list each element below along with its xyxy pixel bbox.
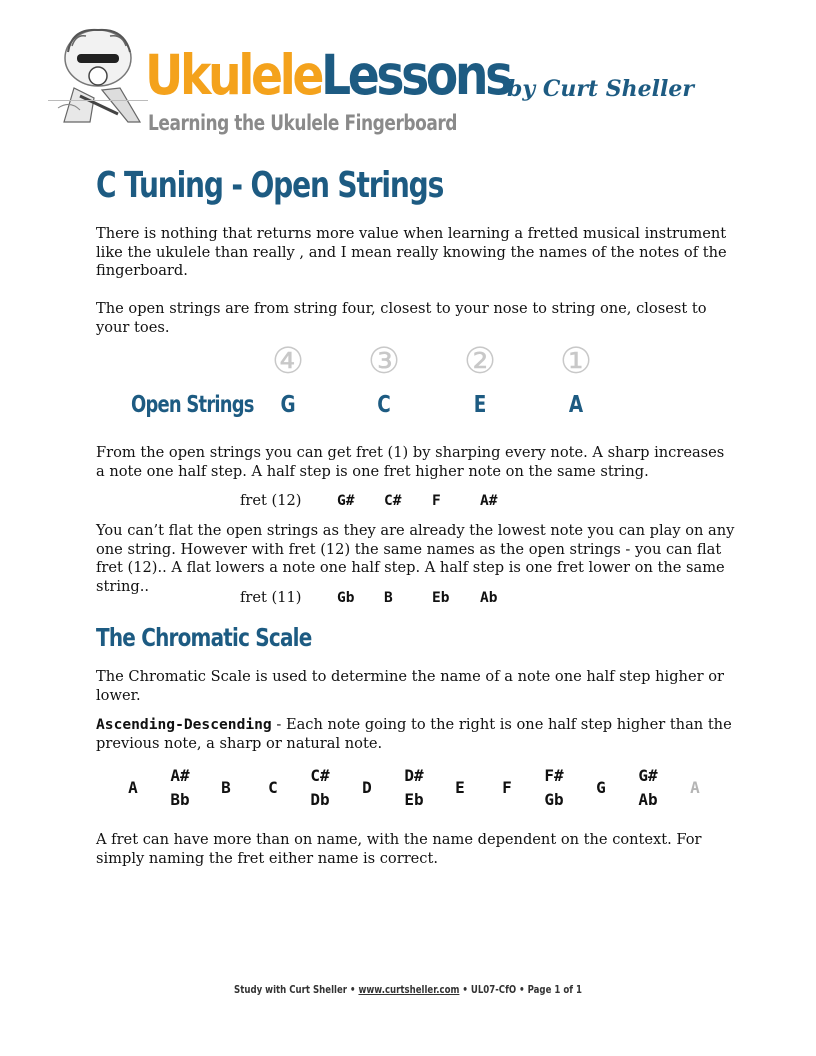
open-string-note: G: [280, 392, 296, 418]
intro-paragraph: There is nothing that returns more value when learning a fretted musical instrument like the ukulele than really , and I mean really knowing the names of the notes of the fingerboard.: [96, 225, 727, 279]
chromatic-intro: The Chromatic Scale is used to determine the name of a note one half step higher or lower.: [96, 668, 724, 704]
chromatic-note-flat: Db: [310, 790, 330, 809]
chromatic-note-flat: Bb: [170, 790, 190, 809]
page-title: C Tuning - Open Strings: [96, 165, 444, 206]
open-string-note: A: [568, 392, 584, 418]
chromatic-note-flat: Eb: [404, 790, 424, 809]
chromatic-note: B: [221, 778, 231, 797]
chromatic-note-sharp: A#: [170, 766, 190, 785]
chromatic-note: G: [596, 778, 606, 797]
chromatic-note-octave: A: [690, 778, 700, 797]
flat-paragraph: You can’t flat the open strings as they are already the lowest note you can play on any one string. However with fret (12) the same names as the open strings - you can flat fret (12).. A flat lowers a note one half step. A half step is one fret lower on the same string..: [96, 522, 735, 595]
chromatic-scale-heading: The Chromatic Scale: [96, 623, 312, 652]
string-number-3: ③: [367, 341, 401, 382]
fret-11-note: Eb: [432, 590, 450, 606]
chromatic-note-sharp: F#: [544, 766, 564, 785]
chromatic-note-sharp: C#: [310, 766, 330, 785]
chromatic-note: C: [268, 778, 278, 797]
chromatic-note-sharp: G#: [638, 766, 658, 785]
footer: Study with Curt Sheller • www.curtsheller.com • UL07-CfO • Page 1 of 1: [234, 983, 582, 996]
fret-11-label: fret (11): [240, 589, 302, 606]
tagline: Learning the Ukulele Fingerboard: [148, 111, 458, 135]
chromatic-note-flat: Ab: [638, 790, 658, 809]
open-string-note: C: [377, 392, 391, 418]
fret-12-label: fret (12): [240, 492, 302, 509]
chromatic-note: E: [455, 778, 465, 797]
sharp-paragraph: From the open strings you can get fret (1) by sharping every note. A sharp increases a note one half step. A half step is one fret higher note on the same string.: [96, 444, 725, 480]
chromatic-note-flat: Gb: [544, 790, 564, 809]
brand-logo-text: UkuleleLessons: [145, 43, 510, 107]
fret-12-note: G#: [337, 493, 355, 509]
open-strings-paragraph: The open strings are from string four, closest to your nose to string one, closest to your toes.: [96, 300, 707, 336]
open-strings-label: Open Strings: [131, 392, 254, 418]
string-number-4: ④: [271, 341, 305, 382]
chromatic-note: A: [128, 778, 138, 797]
fret-12-note: A#: [480, 493, 498, 509]
ascending-term: Ascending-Descending: [96, 716, 272, 733]
closing-paragraph: A fret can have more than on name, with the name dependent on the context. For simply naming the fret either name is correct.: [96, 831, 702, 867]
ascending-text: - Each note going to the right is one half step higher than the previous note, a sharp or natural note.: [96, 716, 732, 752]
mascot-logo: [50, 18, 145, 130]
chromatic-note-sharp: D#: [404, 766, 424, 785]
footer-link[interactable]: www.curtsheller.com: [358, 983, 460, 996]
string-number-1: ①: [559, 341, 593, 382]
ascending-paragraph: [96, 716, 736, 753]
fret-11-note: Gb: [337, 590, 355, 606]
fret-11-note: Ab: [480, 590, 498, 606]
fret-12-note: C#: [384, 493, 402, 509]
chromatic-note: D: [362, 778, 372, 797]
fret-12-note: F: [432, 493, 441, 509]
chromatic-note: F: [502, 778, 512, 797]
string-number-2: ②: [463, 341, 497, 382]
fret-11-note: B: [384, 590, 393, 606]
byline: by Curt Sheller: [507, 76, 694, 102]
open-string-note: E: [473, 392, 487, 418]
header-rule: [48, 100, 148, 101]
